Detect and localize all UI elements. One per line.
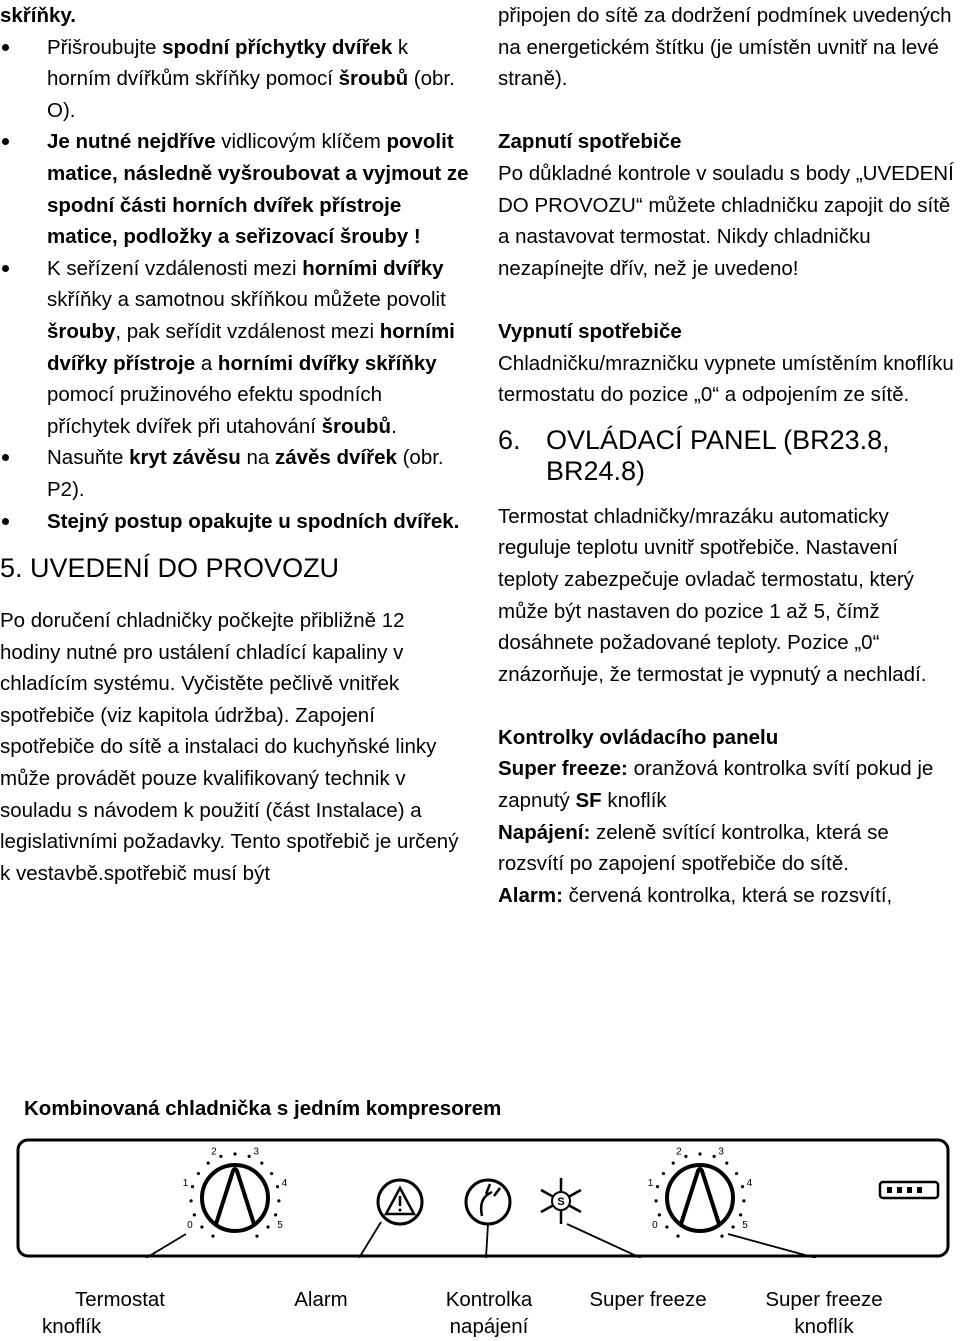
bullet-icon	[0, 32, 47, 127]
dial-dot	[713, 1155, 716, 1158]
bullet-item-2	[0, 126, 470, 252]
bullet-item-5	[0, 506, 470, 538]
dial-dot	[189, 1199, 192, 1202]
dial-number: 3	[718, 1146, 724, 1158]
bullet-icon	[0, 253, 47, 443]
dial-dot	[654, 1199, 657, 1202]
dial-dot	[197, 1172, 200, 1175]
bullet-text-5: Stejný postup opakujte u spodních dvířek.	[47, 509, 460, 533]
dial-dot	[739, 1213, 742, 1216]
dial-dot	[735, 1172, 738, 1175]
label-thermostat-knob: Termostat knoflík	[42, 1288, 165, 1338]
left-column	[0, 0, 470, 889]
power-plug-icon	[466, 1180, 510, 1224]
bullet-item-1	[0, 32, 470, 127]
dial-dot	[233, 1152, 236, 1155]
bullet-item-3	[0, 253, 470, 443]
alarm-desc: Alarm: červená kontrolka, která se rozsvítí,	[498, 883, 893, 907]
dial-dot	[672, 1161, 675, 1164]
dial-dot	[200, 1225, 203, 1228]
label-power-indicator: Kontrolka napájení	[445, 1288, 533, 1338]
dial-dot	[193, 1213, 196, 1216]
section-6-paragraph: Termostat chladničky/mrazáku automaticky reguluje teplotu uvnitř spotřebiče. Nastavení teploty zabezpečuje ovladač termostatu, který může být nastaven do pozice 1 až 5, čímž dosáhnete požadované teploty. Pozice „0“ znázorňuje, že termostat je vypnutý a nechladí.	[498, 504, 927, 686]
bullet-text-3: K seřízení vzdálenosti mezi horními dvířky skříňky a samotnou skříňkou můžete povolit šrouby, pak seřídit vzdálenost mezi horními dvířky přístroje a horními dvířky skříňky pomocí pružinového efektu spodních příchytek dvířek při utahování šroubů.	[47, 256, 455, 438]
dial-dot	[211, 1235, 214, 1238]
dial-dot	[741, 1185, 744, 1188]
power-on-text: Po důkladné kontrole v souladu s body „UVEDENÍ DO PROVOZU“ můžete chladničku zapojit do sítě a nastavovat termostat. Nikdy chladničku nezapínejte dřív, než je uvedeno!	[498, 161, 954, 280]
dial-number: 2	[211, 1146, 217, 1158]
label-super-freeze-knob: Super freeze knoflík	[765, 1288, 883, 1338]
dial-number: 3	[253, 1146, 259, 1158]
dial-dot	[742, 1199, 745, 1202]
bullet-icon	[0, 442, 47, 505]
label-super-freeze: Super freeze	[589, 1288, 707, 1311]
bullet-icon	[0, 506, 47, 538]
top-line	[0, 0, 470, 32]
dial-dot	[277, 1199, 280, 1202]
dial-dot	[662, 1172, 665, 1175]
dial-dot	[698, 1152, 701, 1155]
dial-number: 2	[676, 1146, 682, 1158]
dial-dot	[248, 1155, 251, 1158]
power-on-title: Zapnutí spotřebiče	[498, 130, 682, 154]
dial-number: 4	[746, 1177, 753, 1189]
dial-dot	[270, 1172, 273, 1175]
dial-dot	[665, 1225, 668, 1228]
heading-6-text: OVLÁDACÍ PANEL (BR23.8, BR24.8)	[546, 424, 890, 486]
label-alarm: Alarm	[294, 1288, 348, 1311]
figure-caption: Kombinovaná chladnička s jedním kompresorem	[24, 1097, 502, 1120]
right-column	[498, 0, 960, 911]
intro-paragraph: připojen do sítě za dodržení podmínek uvedených na energetickém štítku (je umístěn uvnitř na levé straně).	[498, 4, 952, 91]
bullet-text-1: Přišroubujte spodní příchytky dvířek k horním dvířkům skříňky pomocí šroubů (obr. O).	[47, 35, 455, 122]
power-off-text: Chladničku/mrazničku vypnete umístěním knoflíku termostatu do pozice „0“ a odpojením ze sítě.	[498, 351, 954, 407]
power-desc: Napájení: zeleně svítící kontrolka, která se rozsvítí po zapojení spotřebiče do sítě.	[498, 820, 889, 876]
bullet-text-4: Nasuňte kryt závěsu na závěs dvířek (obr. P2).	[47, 446, 444, 501]
dial-dot	[260, 1161, 263, 1164]
dial-number: 0	[187, 1220, 193, 1231]
dial-dot	[255, 1235, 258, 1238]
dial-dot	[725, 1161, 728, 1164]
bullet-item-4	[0, 442, 470, 505]
heading-6-number: 6.	[498, 424, 521, 455]
bullet-text-2: Je nutné nejdříve vidlicovým klíčem povolit matice, následně vyšroubovat a vyjmout ze spodní části horních dvířek přístroje matice, podložky a seřizovací šrouby !	[47, 130, 469, 249]
dial-dot	[207, 1161, 210, 1164]
dial-dot	[684, 1155, 687, 1158]
dial-number: 5	[742, 1220, 748, 1231]
dial-number: 5	[277, 1220, 283, 1231]
badge-icon	[880, 1182, 938, 1198]
dial-dot	[656, 1185, 659, 1188]
dial-number: 0	[652, 1220, 658, 1231]
dial-number: 1	[182, 1177, 189, 1189]
dial-dot	[191, 1185, 194, 1188]
dial-dot	[731, 1225, 734, 1228]
alarm-warning-icon	[378, 1180, 422, 1224]
dial-dot	[266, 1225, 269, 1228]
dial-dot	[276, 1185, 279, 1188]
section-5-paragraph: Po doručení chladničky počkejte přibližně 12 hodiny nutné pro ustálení chladící kapaliny v chladícím systému. Vyčistěte pečlivě vnitřek spotřebiče (viz kapitola údržba). Zapojení spotřebiče do sítě a instalaci do kuchyňské linky může provádět pouze kvalifikovaný technik v souladu s návodem k použití (část Instalace) a legislativními požadavky. Tento spotřebič je určený k vestavbě.spotřebič musí být	[0, 609, 459, 885]
super-freeze-desc: Super freeze: oranžová kontrolka svítí pokud je zapnutý SF knoflík	[498, 757, 934, 813]
bullet-icon	[0, 126, 47, 252]
dial-dot	[274, 1213, 277, 1216]
dial-dot	[720, 1235, 723, 1238]
power-off-title: Vypnutí spotřebiče	[498, 319, 682, 343]
dial-dot	[676, 1235, 679, 1238]
dial-number: 1	[647, 1177, 654, 1189]
control-panel-diagram	[16, 1138, 950, 1258]
indicators-title: Kontrolky ovládacího panelu	[498, 725, 779, 749]
dial-number: 4	[281, 1177, 288, 1189]
svg-text:S: S	[557, 1196, 565, 1208]
dial-dot	[219, 1155, 222, 1158]
dial-dot	[658, 1213, 661, 1216]
top-line-text: skříňky.	[0, 4, 76, 27]
section-heading-6	[498, 425, 960, 487]
section-heading-5: 5. UVEDENÍ DO PROVOZU	[0, 553, 340, 584]
